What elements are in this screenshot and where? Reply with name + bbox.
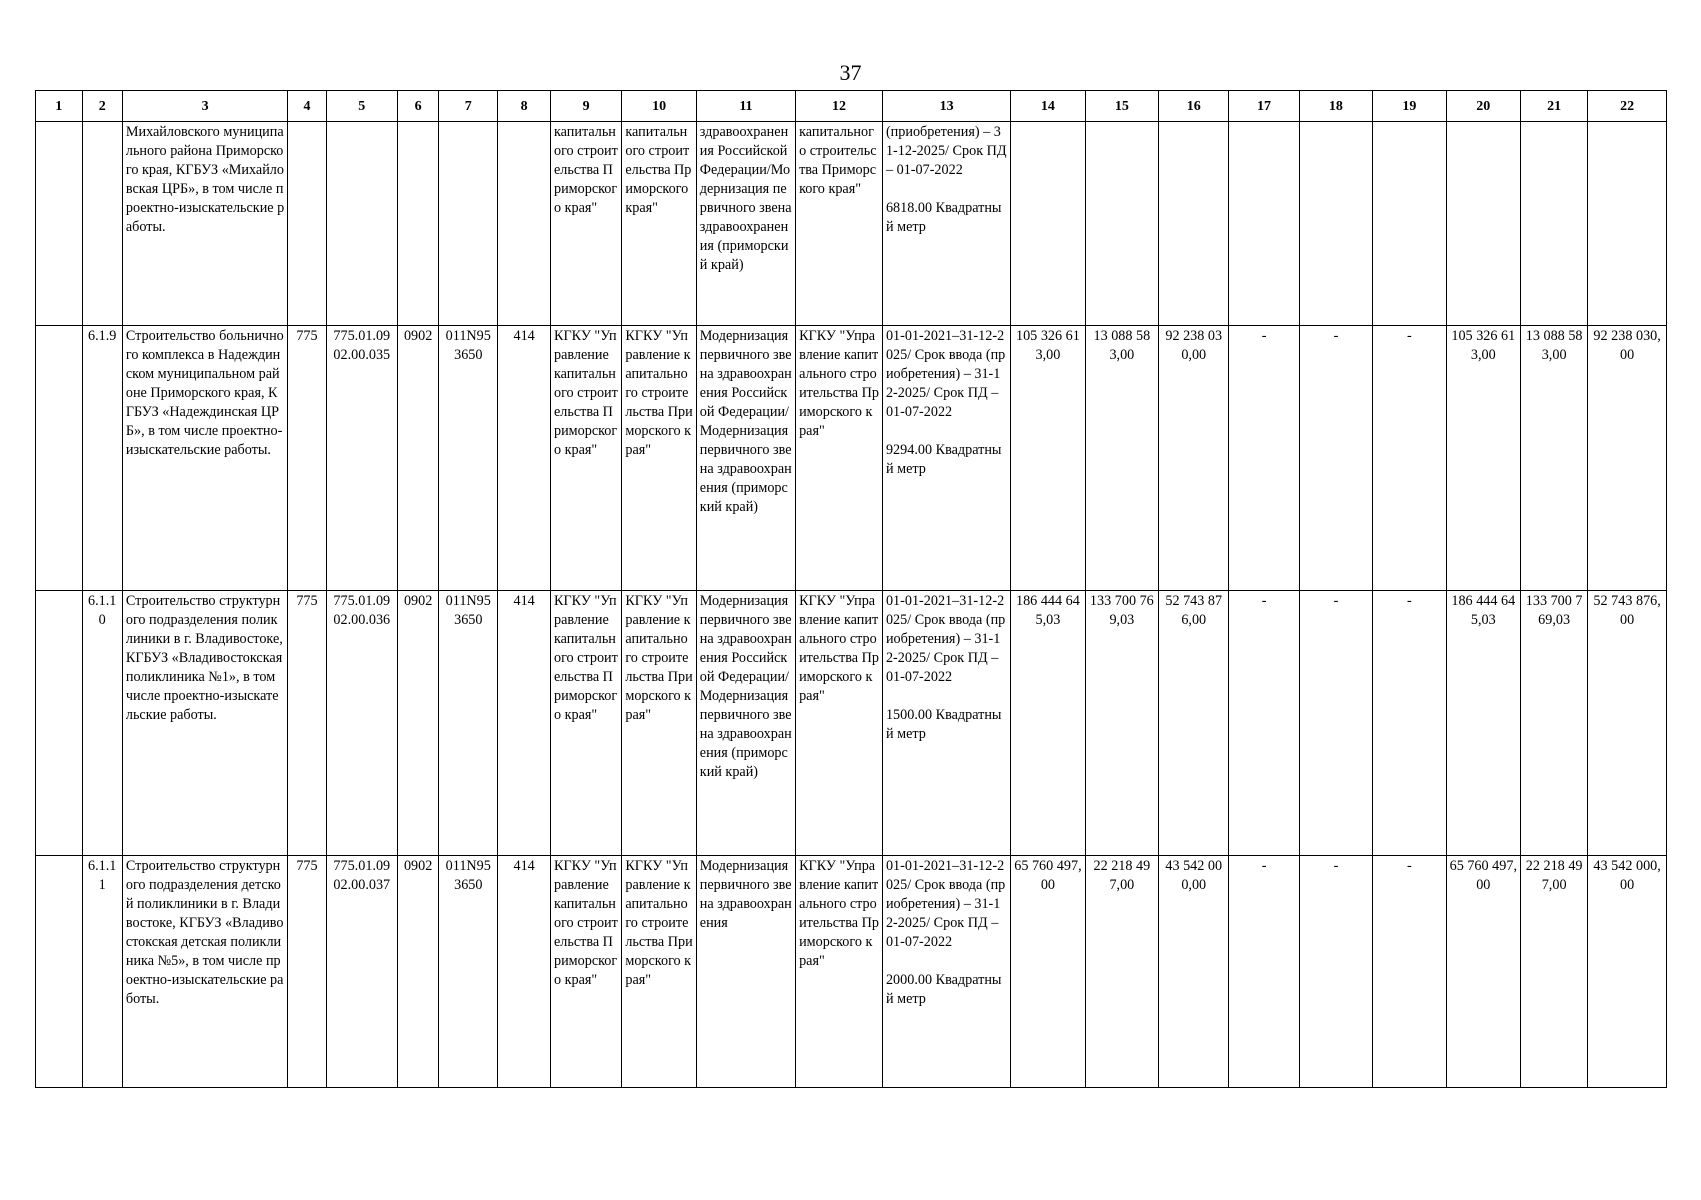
customer-cell: КГКУ "Управление капитального строительства Приморского края" [550, 591, 621, 856]
code-cell [397, 122, 438, 326]
code-cell: 0902 [397, 591, 438, 856]
amount-cell [1299, 122, 1372, 326]
code-cell [326, 122, 397, 326]
table-row [36, 591, 1667, 856]
code-cell: 0902 [397, 856, 438, 1088]
amount-cell: 105 326 613,00 [1446, 326, 1520, 591]
amount-cell: 92 238 030,00 [1588, 326, 1667, 591]
amount-cell [1011, 122, 1085, 326]
developer-cell: КГКУ "Управление капитального строительства Приморского края" [622, 326, 696, 591]
column-header: 12 [796, 91, 883, 122]
amount-cell: 65 760 497,00 [1011, 856, 1085, 1088]
code-cell: 414 [498, 326, 551, 591]
column-header: 1 [36, 91, 83, 122]
item-number-cell: 6.1.10 [82, 591, 122, 856]
amount-cell: 13 088 583,00 [1085, 326, 1158, 591]
developer-cell: капитального строительства Приморского края" [622, 122, 696, 326]
code-cell: 775.01.09 02.00.035 [326, 326, 397, 591]
amount-cell [1085, 122, 1158, 326]
developer-cell: КГКУ "Управление капитального строительства Приморского края" [622, 856, 696, 1088]
amount-cell [1229, 122, 1299, 326]
table-row [36, 122, 1667, 326]
object-name-cell: Строительство структурного подразделения поликлиники в г. Владивостоке, КГБУЗ «Владивостокская поликлиника №1», в том числе проектно-изыскательские работы. [122, 591, 287, 856]
column-header: 2 [82, 91, 122, 122]
header-row [36, 91, 1667, 122]
item-number-cell: 6.1.9 [82, 326, 122, 591]
column-header: 22 [1588, 91, 1667, 122]
code-cell: 775.01.09 02.00.036 [326, 591, 397, 856]
amount-cell: - [1373, 856, 1446, 1088]
amount-cell [1159, 122, 1229, 326]
program-cell: Модернизация первичного звена здравоохранения [696, 856, 795, 1088]
row-index-cell [36, 326, 83, 591]
amount-cell: 22 218 497,00 [1085, 856, 1158, 1088]
column-header: 11 [696, 91, 795, 122]
column-header: 13 [882, 91, 1010, 122]
column-header: 10 [622, 91, 696, 122]
code-cell: 775 [288, 591, 326, 856]
amount-cell [1521, 122, 1588, 326]
code-cell: 775 [288, 326, 326, 591]
code-cell [439, 122, 498, 326]
customer-cell: КГКУ "Управление капитального строительства Приморского края" [550, 326, 621, 591]
column-header: 19 [1373, 91, 1446, 122]
object-name-cell: Михайловского муниципального района Приморского края, КГБУЗ «Михайловская ЦРБ», в том числе проектно-изыскательские работы. [122, 122, 287, 326]
code-cell: 011N95 3650 [439, 591, 498, 856]
column-header: 4 [288, 91, 326, 122]
row-index-cell [36, 856, 83, 1088]
schedule-cell: 01-01-2021–31-12-2025/ Срок ввода (приобретения) – 31-12-2025/ Срок ПД – 01-07-2022 1500.00 Квадратный метр [882, 591, 1010, 856]
column-header: 16 [1159, 91, 1229, 122]
amount-cell: 22 218 497,00 [1521, 856, 1588, 1088]
amount-cell: - [1299, 326, 1372, 591]
item-number-cell: 6.1.11 [82, 856, 122, 1088]
column-header: 5 [326, 91, 397, 122]
amount-cell: - [1229, 591, 1299, 856]
responsible-cell: капитального строительства Приморского края" [796, 122, 883, 326]
responsible-cell: КГКУ "Управление капитального строительства Приморского края" [796, 591, 883, 856]
amount-cell: - [1229, 326, 1299, 591]
row-index-cell [36, 122, 83, 326]
customer-cell: капитального строительства Приморского края" [550, 122, 621, 326]
amount-cell [1446, 122, 1520, 326]
amount-cell: 65 760 497,00 [1446, 856, 1520, 1088]
amount-cell: - [1299, 591, 1372, 856]
amount-cell: 52 743 876,00 [1588, 591, 1667, 856]
amount-cell: - [1229, 856, 1299, 1088]
column-header: 14 [1011, 91, 1085, 122]
amount-cell: 43 542 000,00 [1588, 856, 1667, 1088]
amount-cell: 43 542 000,00 [1159, 856, 1229, 1088]
amount-cell [1373, 122, 1446, 326]
code-cell [498, 122, 551, 326]
code-cell: 775.01.09 02.00.037 [326, 856, 397, 1088]
column-header: 17 [1229, 91, 1299, 122]
column-header: 18 [1299, 91, 1372, 122]
column-header: 3 [122, 91, 287, 122]
code-cell: 0902 [397, 326, 438, 591]
schedule-cell: 01-01-2021–31-12-2025/ Срок ввода (приобретения) – 31-12-2025/ Срок ПД – 01-07-2022 9294.00 Квадратный метр [882, 326, 1010, 591]
object-name-cell: Строительство структурного подразделения детской поликлиники в г. Владивостоке, КГБУЗ «Владивостокская детская поликлиника №5», в том числе проектно-изыскательские работы. [122, 856, 287, 1088]
amount-cell: 105 326 613,00 [1011, 326, 1085, 591]
column-header: 21 [1521, 91, 1588, 122]
budget-table [35, 90, 1667, 1088]
code-cell: 011N95 3650 [439, 856, 498, 1088]
amount-cell: 92 238 030,00 [1159, 326, 1229, 591]
responsible-cell: КГКУ "Управление капитального строительства Приморского края" [796, 856, 883, 1088]
program-cell: здравоохранения Российской Федерации/Модернизация первичного звена здравоохранения (приморский край) [696, 122, 795, 326]
column-header: 8 [498, 91, 551, 122]
amount-cell: - [1373, 591, 1446, 856]
amount-cell: - [1299, 856, 1372, 1088]
code-cell [288, 122, 326, 326]
schedule-cell: 01-01-2021–31-12-2025/ Срок ввода (приобретения) – 31-12-2025/ Срок ПД – 01-07-2022 2000.00 Квадратный метр [882, 856, 1010, 1088]
column-header: 7 [439, 91, 498, 122]
amount-cell: 13 088 583,00 [1521, 326, 1588, 591]
code-cell: 775 [288, 856, 326, 1088]
amount-cell: 133 700 769,03 [1085, 591, 1158, 856]
code-cell: 414 [498, 856, 551, 1088]
customer-cell: КГКУ "Управление капитального строительства Приморского края" [550, 856, 621, 1088]
page-number: 37 [839, 60, 862, 85]
column-header: 15 [1085, 91, 1158, 122]
responsible-cell: КГКУ "Управление капитального строительства Приморского края" [796, 326, 883, 591]
column-header: 9 [550, 91, 621, 122]
schedule-cell: (приобретения) – 31-12-2025/ Срок ПД – 01-07-2022 6818.00 Квадратный метр [882, 122, 1010, 326]
amount-cell: 133 700 769,03 [1521, 591, 1588, 856]
amount-cell: 186 444 645,03 [1446, 591, 1520, 856]
table-row [36, 856, 1667, 1088]
row-index-cell [36, 591, 83, 856]
column-header: 6 [397, 91, 438, 122]
amount-cell: 52 743 876,00 [1159, 591, 1229, 856]
amount-cell [1588, 122, 1667, 326]
code-cell: 414 [498, 591, 551, 856]
developer-cell: КГКУ "Управление капитального строительства Приморского края" [622, 591, 696, 856]
code-cell: 011N95 3650 [439, 326, 498, 591]
item-number-cell [82, 122, 122, 326]
program-cell: Модернизация первичного звена здравоохранения Российской Федерации/Модернизация первичного звена здравоохранения (приморский край) [696, 326, 795, 591]
table-row [36, 326, 1667, 591]
column-header: 20 [1446, 91, 1520, 122]
amount-cell: - [1373, 326, 1446, 591]
amount-cell: 186 444 645,03 [1011, 591, 1085, 856]
program-cell: Модернизация первичного звена здравоохранения Российской Федерации/Модернизация первичного звена здравоохранения (приморский край) [696, 591, 795, 856]
object-name-cell: Строительство больничного комплекса в Надеждинском муниципальном районе Приморского края, КГБУЗ «Надеждинская ЦРБ», в том числе проектно-изыскательские работы. [122, 326, 287, 591]
